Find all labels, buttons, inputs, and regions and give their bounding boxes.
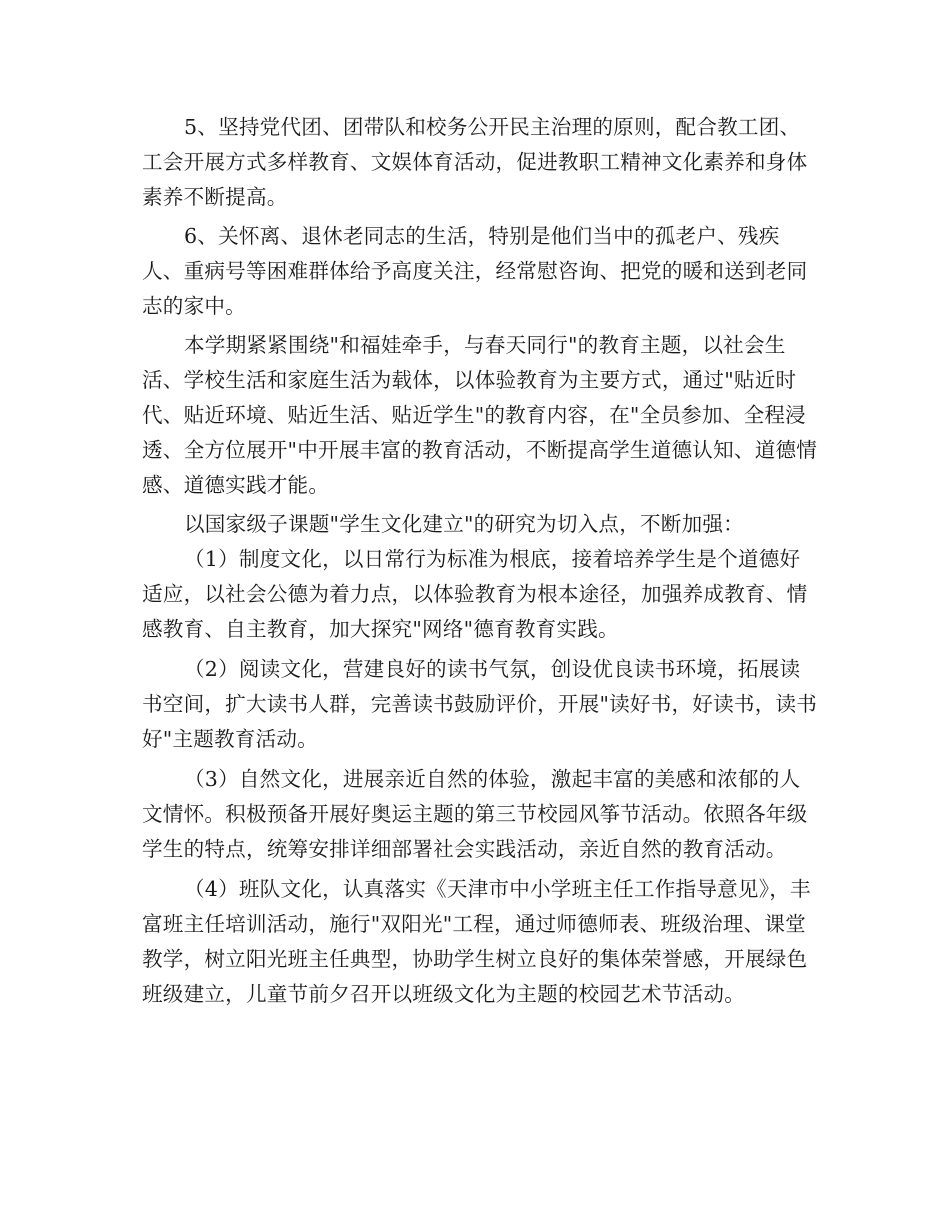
paragraph-semester-theme: 本学期紧紧围绕"和福娃牵手，与春天同行"的教育主题，以社会生活、学校生活和家庭生活为载体，以体验教育为主要方式，通过"贴近时代、贴近环境、贴近生活、贴近学生"的教育内容，在"全员参加、全程浸透、全方位展开"中开展丰富的教育活动，不断提高学生道德认知、道德情感、道德实践才能。	[142, 333, 818, 497]
paragraph-reading-culture: （2）阅读文化，营建良好的读书气氛，创设优良读书环境，拓展读书空间，扩大读书人群，完善读书鼓励评价，开展"读好书，好读书，读书好"主题教育活动。	[142, 657, 818, 751]
paragraph-nature-culture: （3）自然文化，进展亲近自然的体验，激起丰富的美感和浓郁的人文情怀。积极预备开展好奥运主题的第三节校园风筝节活动。依照各年级学生的特点，统筹安排详细部署社会实践活动，亲近自然的教育活动。	[142, 767, 808, 861]
paragraph-research-intro: 以国家级子课题"学生文化建立"的研究为切入点，不断加强：	[184, 512, 744, 536]
paragraph-system-culture: （1）制度文化，以日常行为标准为根底，接着培养学生是个道德好适应，以社会公德为着力点，以体验教育为根本途径，加强养成教育、情感教育、自主教育，加大探究"网络"德育教育实践。	[142, 547, 808, 641]
paragraph-class-culture: （4）班队文化，认真落实《天津市中小学班主任工作指导意见》，丰富班主任培训活动，施行"双阳光"工程，通过师德师表、班级治理、课堂教学，树立阳光班主任典型，协助学生树立良好的集体荣誉感，开展绿色班级建立，儿童节前夕召开以班级文化为主题的校园艺术节活动。	[142, 877, 811, 1006]
paragraph-retired-care: 6、关怀离、退休老同志的生活，特别是他们当中的孤老户、残疾人、重病号等困难群体给予高度关注，经常慰咨询、把党的暖和送到老同志的家中。	[142, 224, 808, 318]
paragraph-staff-activities: 5、坚持党代团、团带队和校务公开民主治理的原则，配合教工团、工会开展方式多样教育、文娱体育活动，促进教职工精神文化素养和身体素养不断提高。	[142, 115, 808, 209]
